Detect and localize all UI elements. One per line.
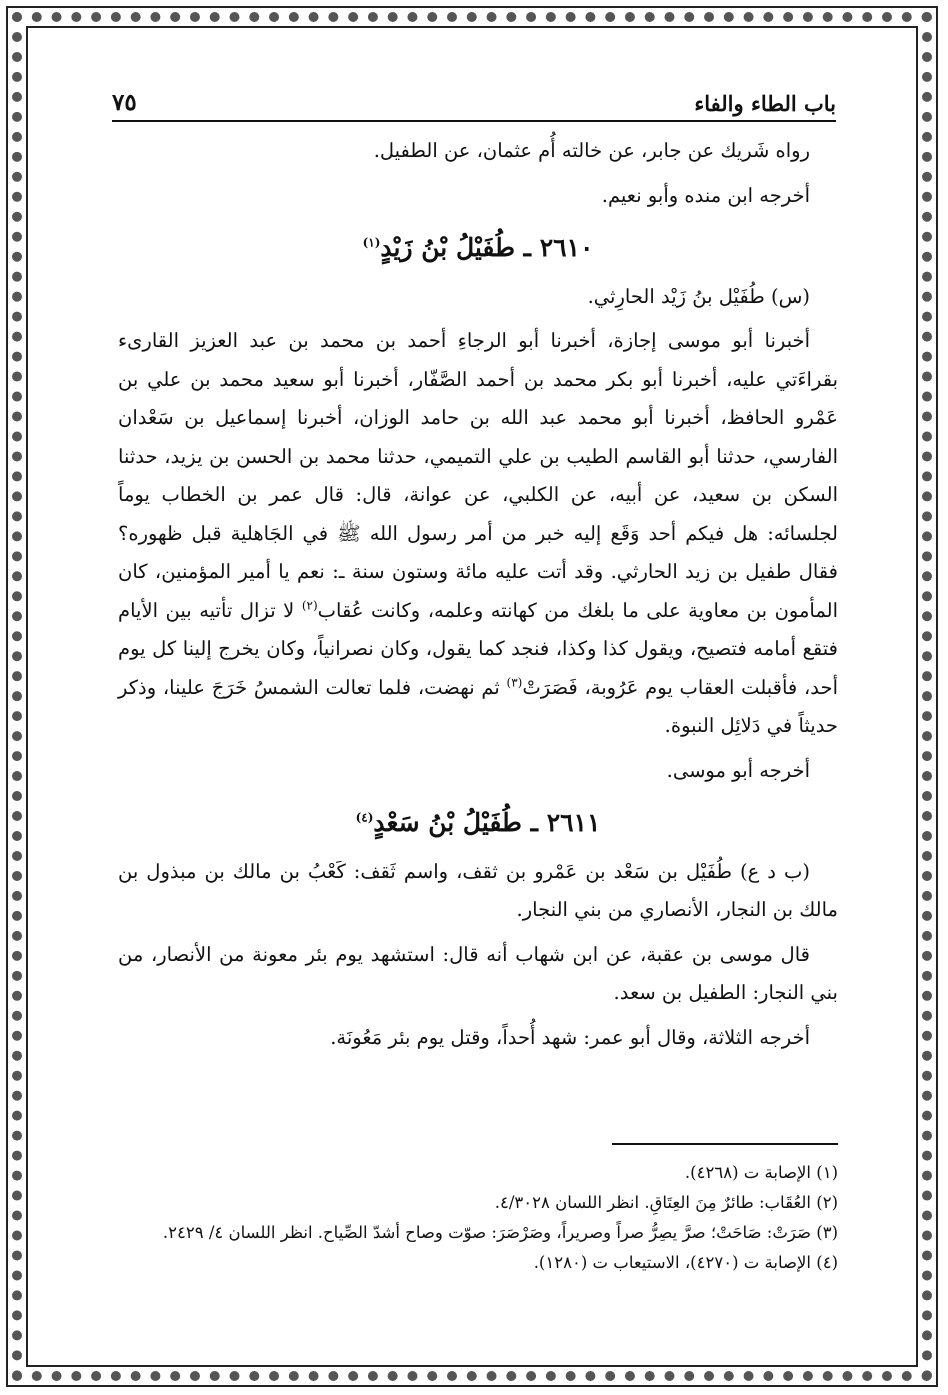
footnote-ref: (٣) bbox=[506, 675, 523, 689]
footnote-ref: (٤) bbox=[355, 810, 374, 825]
entry-narration bbox=[118, 322, 838, 746]
entry-heading-2611 bbox=[118, 804, 838, 843]
chapter-title: باب الطاء والفاء bbox=[694, 91, 836, 116]
narration-text: لا تزال تأتيه بين الأيام فتقع أمامه فتصيح، ويقول كذا وكذا، فنجد كما يقول، وكان نصرانياً، وكان يخرج إلينا كل يوم أحد، فأقبلت العقاب يوم عَرُوبة، فَصَرَتْ bbox=[118, 598, 838, 699]
footnote: (٤) الإصابة ت (٤٢٧٠)، الاستيعاب ت (١٢٨٠). bbox=[533, 1253, 838, 1272]
page-number: ٧٥ bbox=[112, 89, 137, 116]
entry-title-text: ٢٦١٠ ـ طُفَيْلُ بْنُ زَيْدٍ bbox=[380, 233, 594, 262]
footnote: (٢) العُقَاب: طائرٌ مِنَ العِتَاقِ. انظر اللسان ٤/٣٠٢٨. bbox=[494, 1193, 838, 1212]
entry-heading-2610 bbox=[118, 229, 838, 268]
footnote: (٣) صَرَتْ: صَاحَتْ؛ صرَّ يصِرُّ صراً وصريراً، وصَرْصَرَ: صوّت وصاح أشدّ الصِّياح. انظر اللسان ٤/ ٢٤٢٩. bbox=[162, 1223, 838, 1242]
footnote-divider bbox=[612, 1143, 838, 1145]
paragraph: رواه شَريك عن جابر، عن خالته أُم عثمان، عن الطفيل. bbox=[373, 139, 810, 162]
paragraph: أخرجه ابن منده وأبو نعيم. bbox=[601, 183, 810, 207]
narration-text: أخبرنا أبو موسى إجازة، أخبرنا أبو الرجاءِ أحمد بن محمد بن عبد العزيز القارىء بقراءَتي عليه، أخبرنا أبو بكر محمد بن أحمد الصَّفّار، أخبرنا أبو سعيد محمد بن علي بن عَمْرو الحافظ، أخبرنا أبو محمد عبد الله بن حامد الوزان، أخبرنا إسماعيل بن سَعْدان الفارسي، حدثنا أبو القاسم الطيب بن علي التميمي، حدثنا محمد بن الحسن بن يزيد، حدثنا السكن بن سعيد، عن أبيه، عن الكلبي، عن عوانة، قال: قال عمر بن الخطاب يوماً لجلسائه: هل فيكم أحد وَقَع إليه خبر من أمر رسول الله ﷺ في الجَاهلية قبل ظهوره؟ فقال طفيل بن زيد الحارثي. وقد أتت عليه مائة وستون سنة ـ: نعم يا أمير المؤمنين، كان المأمون بن معاوية على ما بلغك من كهانته وعلمه، وكانت عُقاب bbox=[118, 329, 838, 622]
running-header bbox=[112, 84, 836, 122]
entry-intro: (س) طُفَيْل بنُ زَيْد الحارِثي. bbox=[587, 284, 810, 308]
footnote-ref: (٢) bbox=[301, 598, 318, 612]
entry-title-text: ٢٦١١ ـ طُفَيْلُ بْنُ سَعْدٍ bbox=[373, 808, 601, 837]
main-text bbox=[118, 132, 838, 1063]
entry-outro: أخرجه الثلاثة، وقال أبو عمر: شهد أُحداً، وقتل يوم بئر مَعُونَة. bbox=[330, 1025, 810, 1049]
entry-intro: (ب د ع) طُفَيْل بن سَعْد بن عَمْرو بن ثقف، واسم ثَقف: كَعْبُ بن مالك بن مبذول بن مالك بن النجار، الأنصاري من بني النجار. bbox=[118, 859, 838, 921]
footnote-ref: (١) bbox=[362, 235, 381, 250]
entry-outro: أخرجه أبو موسى. bbox=[666, 758, 810, 782]
entry-narration: قال موسى بن عقبة، عن ابن شهاب أنه قال: استشهد يوم بئر معونة من الأنصار، من بني النجار: الطفيل بن سعد. bbox=[118, 942, 838, 1004]
narration-text: ثم نهضت، فلما تعالت الشمسُ خَرَجَ علينا، وذكر حديثاً في دَلائِل النبوة. bbox=[118, 675, 838, 737]
footnote: (١) الإصابة ت (٤٢٦٨). bbox=[684, 1163, 838, 1182]
footnotes bbox=[112, 1158, 838, 1278]
